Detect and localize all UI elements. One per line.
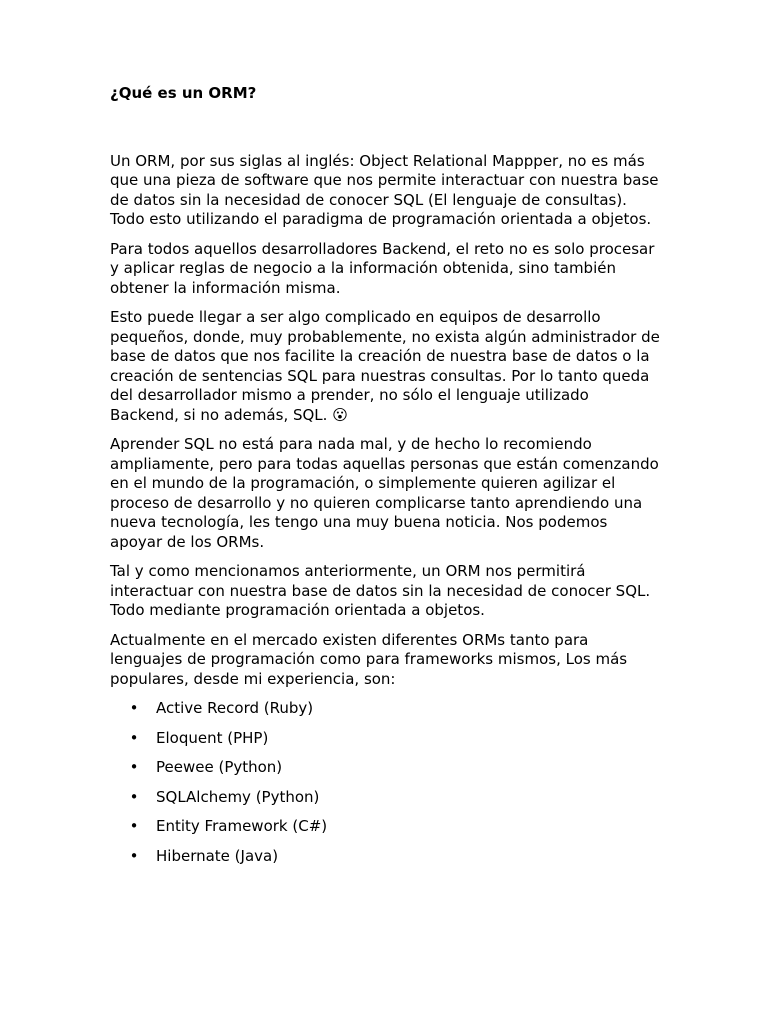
document-title: ¿Qué es un ORM? — [110, 84, 257, 102]
paragraph-small-teams: Esto puede llegar a ser algo complicado en equipos de desarrollo pequeños, donde, muy probablemente, no exista algún administrador de base de datos que nos facilite la creación de nuestra base de datos o la creación de sentencias SQL para nuestras consultas. Por lo tanto queda del desarrollador mismo a prender, no sólo el lenguaje utilizado Backend, si no además, SQL. 😮 — [110, 308, 660, 424]
list-item — [110, 788, 662, 808]
bullet-icon: • — [129, 728, 139, 747]
orm-list — [110, 699, 662, 866]
bullet-icon: • — [129, 758, 139, 776]
list-item-label: Active Record (Ruby) — [156, 699, 314, 717]
list-item-label: Hibernate (Java) — [156, 846, 279, 865]
list-item — [110, 847, 662, 867]
list-item — [110, 817, 662, 837]
list-item-label: SQLAlchemy (Python) — [156, 787, 320, 806]
list-item — [110, 758, 662, 778]
bullet-icon: • — [129, 817, 139, 835]
list-item-label: Eloquent (PHP) — [156, 728, 269, 747]
paragraph-orm-definition: Un ORM, por sus siglas al inglés: Object Relational Mappper, no es más que una pieza de software que nos permite interactuar con nuestra base de datos sin la necesidad de conocer SQL (El lenguaje de consultas). Todo esto utilizando el paradigma de programación orientada a objetos. — [110, 151, 659, 228]
document-page — [110, 84, 662, 876]
list-item — [110, 699, 662, 719]
paragraph-orm-benefit: Tal y como mencionamos anteriormente, un ORM nos permitirá interactuar con nuestra base de datos sin la necesidad de conocer SQL. Todo mediante programación orientada a objetos. — [110, 562, 651, 619]
paragraph-backend-challenge: Para todos aquellos desarrolladores Backend, el reto no es solo procesar y aplicar reglas de negocio a la información obtenida, sino también obtener la información misma. — [110, 239, 655, 297]
bullet-icon: • — [129, 787, 139, 806]
list-item — [110, 729, 662, 749]
bullet-icon: • — [129, 699, 139, 717]
bullet-icon: • — [129, 846, 139, 865]
paragraph-popular-orms: Actualmente en el mercado existen diferentes ORMs tanto para lenguajes de programación como para frameworks mismos, Los más populares, desde mi experiencia, son: — [110, 630, 628, 688]
paragraph-learn-sql: Aprender SQL no está para nada mal, y de hecho lo recomiendo ampliamente, pero para todas aquellas personas que están comenzando en el mundo de la programación, o simplemente quieren agilizar el proceso de desarrollo y no quieren complicarse tanto aprendiendo una nueva tecnología, les tengo una muy buena noticia. Nos podemos apoyar de los ORMs. — [110, 435, 659, 551]
list-item-label: Entity Framework (C#) — [156, 817, 328, 835]
list-item-label: Peewee (Python) — [156, 758, 283, 776]
